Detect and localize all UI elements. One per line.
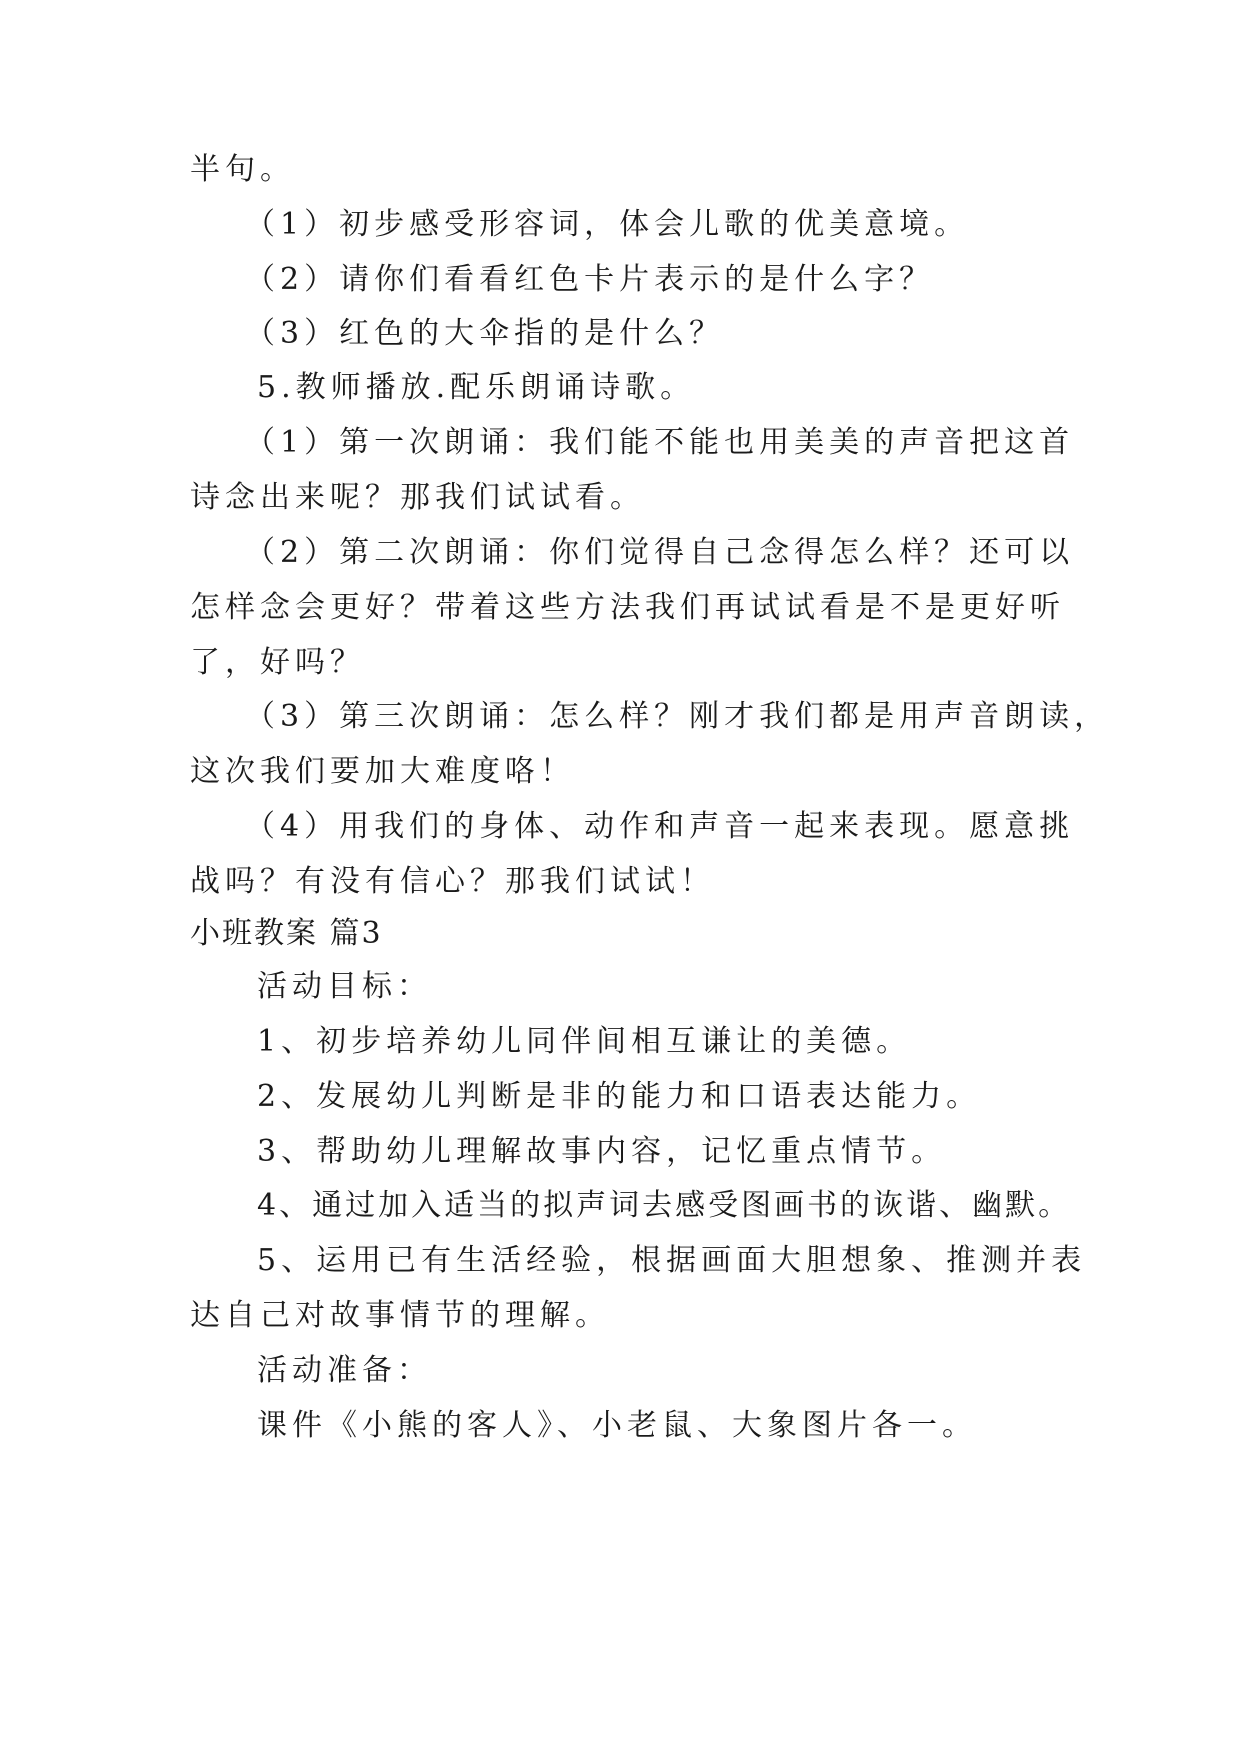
text-line: （4）用我们的身体、动作和声音一起来表现。愿意挑 (245, 809, 1075, 844)
text-line: 2、发展幼儿判断是非的能力和口语表达能力。 (257, 1079, 982, 1114)
text-line: 活动准备： (257, 1353, 432, 1388)
text-line: 诗念出来呢？那我们试试看。 (190, 480, 645, 515)
section-heading: 小班教案 篇3 (190, 916, 383, 951)
text-line: 半句。 (190, 152, 295, 187)
text-line: （2）第二次朗诵：你们觉得自己念得怎么样？还可以 (245, 535, 1075, 570)
text-line: 5、运用已有生活经验，根据画面大胆想象、推测并表 (257, 1243, 1087, 1278)
text-line: 了，好吗？ (190, 645, 365, 680)
text-line: 4、通过加入适当的拟声词去感受图画书的诙谐、幽默。 (257, 1188, 1072, 1223)
text-line: （3）第三次朗诵：怎么样？刚才我们都是用声音朗读， (245, 699, 1110, 734)
text-line: 课件《小熊的客人》、小老鼠、大象图片各一。 (257, 1408, 977, 1443)
text-line: 怎样念会更好？带着这些方法我们再试试看是不是更好听 (190, 590, 1065, 625)
text-line: 战吗？有没有信心？那我们试试！ (190, 864, 715, 899)
text-line: （1）第一次朗诵：我们能不能也用美美的声音把这首 (245, 425, 1075, 460)
text-line: （3）红色的大伞指的是什么？ (245, 316, 725, 351)
text-line: 这次我们要加大难度咯！ (190, 754, 575, 789)
text-line: 达自己对故事情节的理解。 (190, 1298, 610, 1333)
text-line: （2）请你们看看红色卡片表示的是什么字？ (245, 262, 935, 297)
text-line: 5.教师播放.配乐朗诵诗歌。 (257, 370, 696, 405)
text-line: 1、初步培养幼儿同伴间相互谦让的美德。 (257, 1024, 912, 1059)
text-line: 3、帮助幼儿理解故事内容，记忆重点情节。 (257, 1134, 947, 1169)
text-line: （1）初步感受形容词，体会儿歌的优美意境。 (245, 207, 970, 242)
text-line: 活动目标： (257, 969, 432, 1004)
